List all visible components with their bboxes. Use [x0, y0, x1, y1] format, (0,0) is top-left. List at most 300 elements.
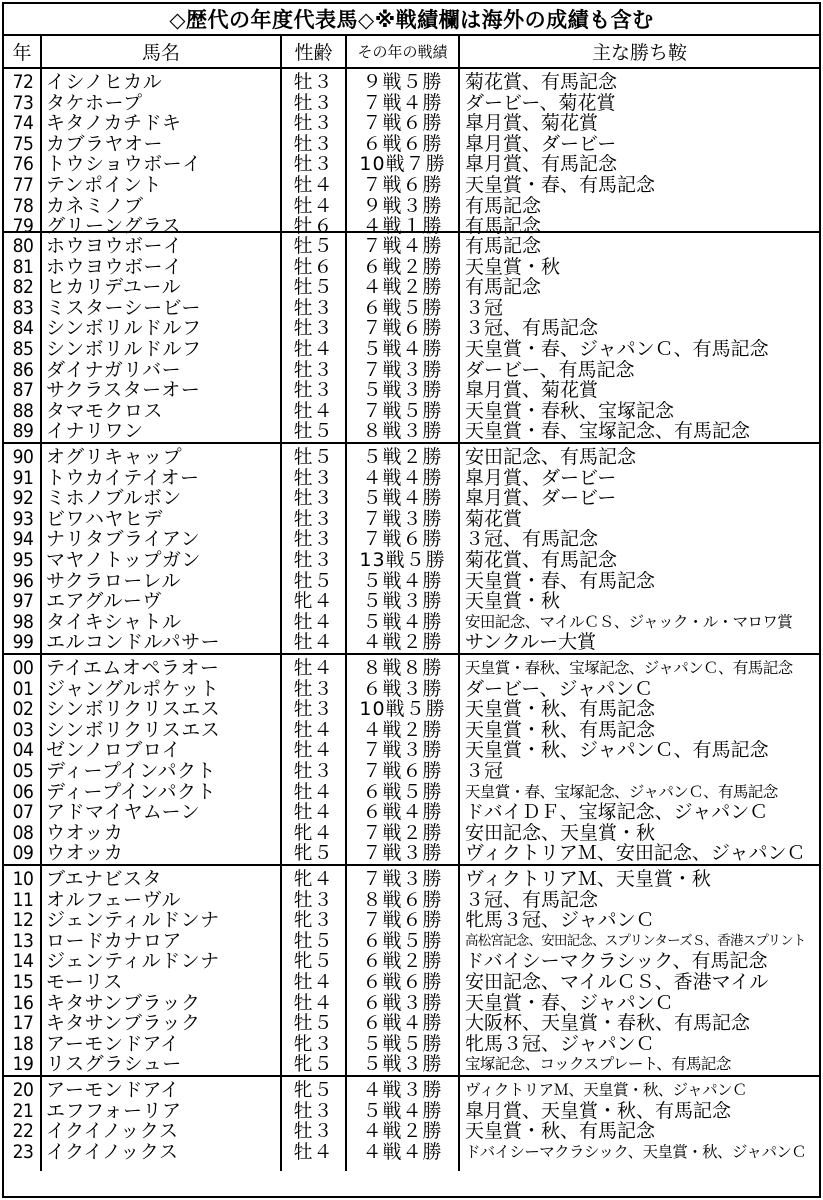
record-cell: ５戦３勝	[362, 380, 443, 401]
wins-cell: 有馬記念	[465, 195, 542, 217]
record-cell: ４戦４勝	[362, 467, 443, 489]
year-cell: 20	[12, 1080, 34, 1101]
header-row	[4, 36, 819, 69]
record-column	[347, 866, 460, 1075]
sex-age-cell: 牝４	[293, 869, 334, 890]
sex-age-cell: 牡３	[293, 72, 334, 93]
record-cell: ４戦１勝	[362, 216, 443, 237]
header-name: 馬名	[42, 36, 282, 67]
record-cell: 10戦５勝	[359, 699, 446, 720]
horse-name-cell: トウカイテイオー	[46, 467, 200, 489]
sex-age-cell: 牡３	[293, 529, 334, 550]
wins-cell: 有馬記念	[465, 236, 542, 257]
horse-name-cell: アドマイヤムーン	[46, 802, 201, 823]
year-cell: 97	[12, 591, 34, 612]
sex-age-cell: 牡３	[293, 380, 334, 401]
wins-cell: ドバイシーマクラシック、有馬記念	[465, 951, 768, 972]
year-cell: 83	[12, 297, 34, 319]
year-cell: 03	[12, 719, 34, 741]
sex-age-cell: 牡５	[293, 930, 334, 952]
record-cell: ５戦４勝	[362, 1100, 443, 1122]
sex-age-cell: 牡４	[293, 400, 334, 422]
sex-age-cell: 牝５	[293, 951, 334, 972]
year-cell: 17	[12, 1013, 34, 1034]
horse-name-cell: イナリワン	[46, 421, 144, 442]
sex-age-cell: 牡４	[293, 174, 334, 196]
horse-name-cell: マヤノトップガン	[46, 549, 201, 571]
wins-column	[460, 233, 819, 442]
year-cell: 14	[12, 951, 34, 972]
year-cell: 10	[12, 869, 34, 890]
sex-age-cell: 牡４	[293, 632, 334, 653]
record-cell: ４戦４勝	[362, 1141, 443, 1163]
table-body	[4, 69, 819, 1171]
year-cell: 81	[12, 256, 34, 278]
wins-cell: 宝塚記念、コックスプレート、有馬記念	[465, 1055, 731, 1074]
year-cell: 05	[12, 760, 34, 782]
horse-name-column	[42, 1077, 282, 1171]
sex-age-cell: 牡５	[293, 570, 334, 592]
record-cell: ５戦４勝	[362, 338, 443, 360]
horse-name-cell: カブラヤオー	[46, 133, 164, 155]
wins-cell: 安田記念、天皇賞・秋	[465, 822, 656, 844]
record-cell: ７戦６勝	[362, 174, 443, 196]
horse-name-cell: ヒカリデユール	[46, 277, 181, 298]
record-cell: ８戦３勝	[362, 421, 443, 442]
wins-cell: 天皇賞・秋、ジャパンＣ、有馬記念	[465, 740, 769, 761]
record-cell: ４戦２勝	[362, 632, 443, 653]
year-cell: 80	[12, 236, 34, 257]
sex-age-cell: 牡４	[293, 971, 334, 993]
record-cell: ７戦３勝	[362, 740, 443, 761]
year-cell: 16	[12, 992, 34, 1014]
year-cell: 12	[12, 910, 34, 931]
sex-age-cell: 牡４	[293, 1141, 334, 1163]
wins-cell: ３冠、有馬記念	[465, 318, 599, 339]
year-cell: 19	[12, 1054, 34, 1075]
horse-name-cell: ジェンティルドンナ	[46, 951, 220, 972]
record-cell: ８戦８勝	[362, 658, 443, 679]
horse-name-cell: モーリス	[46, 971, 123, 993]
wins-cell: 天皇賞・秋、有馬記念	[465, 719, 656, 741]
wins-cell: 天皇賞・春、有馬記念	[465, 570, 656, 592]
sex-age-cell: 牡３	[293, 760, 334, 782]
year-cell: 93	[12, 508, 34, 530]
horse-name-cell: サクラスターオー	[46, 380, 201, 401]
wins-cell: 有馬記念	[465, 216, 542, 237]
wins-cell: ３冠	[465, 760, 504, 782]
year-cell: 89	[12, 421, 34, 442]
year-cell: 02	[12, 699, 34, 720]
record-cell: ６戦６勝	[362, 133, 443, 155]
horse-name-cell: テイエムオペラオー	[46, 658, 220, 679]
horse-name-cell: ウオッカ	[46, 843, 124, 864]
horse-name-cell: ビワハヤヒデ	[46, 508, 164, 530]
horse-name-cell: ミホノブルボン	[46, 488, 182, 509]
wins-cell: 天皇賞・春、宝塚記念、有馬記念	[465, 421, 751, 442]
wins-cell: ダービー、ジャパンＣ	[465, 678, 654, 700]
year-cell: 07	[12, 802, 34, 823]
year-cell: 11	[12, 889, 34, 911]
decade-group	[4, 444, 819, 655]
horse-name-cell: キタサンブラック	[46, 1013, 201, 1034]
horse-name-cell: ゼンノロブロイ	[46, 740, 182, 761]
record-cell: ６戦６勝	[362, 971, 443, 993]
record-cell: ７戦６勝	[362, 529, 443, 550]
wins-cell: 皐月賞、ダービー	[465, 467, 617, 489]
sex-age-cell: 牝５	[293, 1080, 334, 1101]
horse-name-cell: アーモンドアイ	[46, 1033, 180, 1055]
horse-name-cell: エフフォーリア	[46, 1100, 182, 1122]
year-cell: 73	[12, 92, 34, 114]
year-cell: 76	[12, 154, 34, 175]
year-cell: 23	[12, 1141, 34, 1163]
record-cell: ６戦３勝	[362, 992, 443, 1014]
sex-age-cell: 牡４	[293, 195, 334, 217]
record-cell: ７戦４勝	[362, 92, 443, 114]
horse-name-cell: ロードカナロア	[46, 930, 182, 952]
sex-age-cell: 牝４	[293, 591, 334, 612]
year-cell: 90	[12, 447, 34, 468]
record-cell: ７戦３勝	[362, 508, 443, 530]
wins-cell: 安田記念、マイルＣＳ、香港マイル	[465, 971, 769, 993]
horse-name-cell: シンボリクリスエス	[46, 699, 221, 720]
horse-of-the-year-table	[2, 2, 821, 1198]
decade-group	[4, 866, 819, 1077]
sex-age-cell: 牡５	[293, 421, 334, 442]
record-cell: ７戦２勝	[362, 822, 443, 844]
year-cell: 94	[12, 529, 34, 550]
year-cell: 99	[12, 632, 34, 653]
horse-name-cell: ブエナビスタ	[46, 869, 163, 890]
header-record: その年の戦績	[347, 36, 460, 67]
horse-name-cell: イクイノックス	[46, 1121, 179, 1142]
record-cell: ４戦２勝	[362, 719, 443, 741]
record-cell: ５戦４勝	[362, 488, 443, 509]
year-cell: 18	[12, 1033, 34, 1055]
horse-name-cell: ジェンティルドンナ	[46, 910, 220, 931]
wins-cell: ダービー、有馬記念	[465, 359, 635, 381]
year-cell: 86	[12, 359, 34, 381]
record-cell: ５戦４勝	[362, 611, 443, 633]
wins-cell: 牝馬３冠、ジャパンＣ	[465, 1033, 655, 1055]
year-cell: 04	[12, 740, 34, 761]
wins-cell: 皐月賞、菊花賞	[465, 380, 599, 401]
wins-cell: 菊花賞、有馬記念	[465, 72, 618, 93]
record-cell: ６戦４勝	[362, 1013, 443, 1034]
horse-name-cell: アーモンドアイ	[46, 1080, 180, 1101]
record-cell: 10戦７勝	[359, 154, 446, 175]
sex-age-cell: 牡４	[293, 719, 334, 741]
wins-column	[460, 866, 819, 1075]
record-cell: ５戦５勝	[362, 1033, 443, 1055]
wins-cell: 安田記念、有馬記念	[465, 447, 637, 468]
wins-cell: 皐月賞、菊花賞	[465, 113, 599, 134]
sex-age-cell: 牡４	[293, 802, 334, 823]
sex-age-cell: 牡３	[293, 508, 334, 530]
sex-age-cell: 牡３	[293, 1121, 334, 1142]
wins-cell: 天皇賞・春秋、宝塚記念、ジャパンＣ、有馬記念	[465, 659, 793, 677]
record-cell: ７戦６勝	[362, 760, 443, 782]
year-cell: 92	[12, 488, 34, 509]
horse-name-column	[42, 866, 282, 1075]
wins-cell: 皐月賞、天皇賞・秋、有馬記念	[465, 1100, 732, 1122]
record-cell: ７戦５勝	[362, 400, 443, 422]
sex-age-cell: 牡３	[293, 889, 334, 911]
horse-name-cell: タケホープ	[46, 92, 143, 114]
year-cell: 85	[12, 338, 34, 360]
record-cell: ４戦３勝	[362, 1080, 443, 1101]
horse-name-cell: テンポイント	[46, 174, 163, 196]
year-cell: 01	[12, 678, 34, 700]
wins-cell: 菊花賞	[465, 508, 523, 530]
year-cell: 84	[12, 318, 34, 339]
record-cell: ６戦５勝	[362, 297, 443, 319]
wins-cell: ３冠	[465, 297, 504, 319]
year-column	[4, 444, 42, 653]
wins-cell: ヴィクトリアＭ、天皇賞・秋、ジャパンＣ	[465, 1081, 747, 1099]
sex-age-cell: 牡６	[293, 216, 334, 237]
record-cell: ９戦５勝	[362, 72, 443, 93]
record-column	[347, 1077, 460, 1171]
horse-name-cell: ディープインパクト	[46, 760, 216, 782]
year-cell: 79	[12, 216, 34, 237]
wins-cell: ヴィクトリアＭ、安田記念、ジャパンＣ	[465, 843, 806, 864]
header-sex-age: 性齢	[282, 36, 347, 67]
year-cell: 82	[12, 277, 34, 298]
wins-cell: ３冠、有馬記念	[465, 889, 599, 911]
sex-age-cell: 牡３	[293, 92, 334, 114]
record-column	[347, 444, 460, 653]
record-cell: ４戦２勝	[362, 277, 443, 298]
wins-cell: ドバイＤＦ、宝塚記念、ジャパンＣ	[465, 802, 769, 823]
record-cell: ５戦２勝	[362, 447, 443, 468]
year-cell: 77	[12, 174, 34, 196]
horse-name-cell: エアグルーヴ	[46, 591, 162, 612]
year-cell: 78	[12, 195, 34, 217]
horse-name-column	[42, 444, 282, 653]
decade-group	[4, 233, 819, 444]
sex-age-cell: 牡５	[293, 277, 334, 298]
record-cell: ６戦２勝	[362, 951, 443, 972]
record-cell: ５戦３勝	[362, 591, 443, 612]
record-cell: ６戦４勝	[362, 802, 443, 823]
year-cell: 98	[12, 611, 34, 633]
year-cell: 21	[12, 1100, 34, 1122]
record-cell: 13戦５勝	[359, 549, 446, 571]
record-cell: ７戦３勝	[362, 359, 443, 381]
wins-cell: 天皇賞・秋	[465, 591, 561, 612]
wins-cell: ダービー、菊花賞	[465, 92, 616, 114]
sex-age-column	[282, 1077, 347, 1171]
year-cell: 74	[12, 113, 34, 134]
sex-age-cell: 牡３	[293, 549, 334, 571]
wins-cell: 高松宮記念、安田記念、スプリンターズＳ、香港スプリント	[465, 932, 806, 949]
table-title: ◇歴代の年度代表馬◇※戦績欄は海外の成績も含む	[4, 4, 819, 36]
wins-cell: 大阪杯、天皇賞・春秋、有馬記念	[465, 1013, 751, 1034]
year-cell: 72	[12, 72, 34, 93]
horse-name-cell: カネミノブ	[46, 195, 144, 217]
sex-age-cell: 牝３	[293, 1033, 334, 1055]
sex-age-column	[282, 69, 347, 237]
header-year: 年	[4, 36, 42, 67]
sex-age-cell: 牡４	[293, 740, 334, 761]
horse-name-cell: シンボリクリスエス	[46, 719, 221, 741]
wins-column	[460, 1077, 819, 1171]
sex-age-cell: 牡３	[293, 133, 334, 155]
sex-age-cell: 牡４	[293, 781, 334, 803]
year-cell: 06	[12, 781, 34, 803]
horse-name-cell: タマモクロス	[46, 400, 164, 422]
year-cell: 15	[12, 971, 34, 993]
wins-cell: 牝馬３冠、ジャパンＣ	[465, 910, 655, 931]
record-column	[347, 655, 460, 864]
sex-age-cell: 牡３	[293, 154, 334, 175]
year-column	[4, 233, 42, 442]
horse-name-cell: オグリキャップ	[46, 447, 183, 468]
record-cell: ５戦３勝	[362, 1054, 443, 1075]
wins-cell: 安田記念、マイルＣＳ、ジャック・ル・マロワ賞	[465, 612, 793, 631]
horse-name-cell: ダイナガリバー	[46, 359, 182, 381]
horse-name-cell: ホウヨウボーイ	[46, 256, 183, 278]
wins-cell: 有馬記念	[465, 277, 542, 298]
record-column	[347, 233, 460, 442]
year-cell: 91	[12, 467, 34, 489]
year-column	[4, 1077, 42, 1171]
horse-name-cell: タイキシャトル	[46, 611, 182, 633]
wins-cell: 皐月賞、ダービー	[465, 133, 617, 155]
wins-cell: 天皇賞・秋、有馬記念	[465, 1121, 656, 1142]
horse-name-cell: トウショウボーイ	[46, 154, 202, 175]
sex-age-cell: 牡４	[293, 658, 334, 679]
decade-group	[4, 69, 819, 237]
wins-cell: 菊花賞、有馬記念	[465, 549, 618, 571]
wins-column	[460, 444, 819, 653]
sex-age-cell: 牡５	[293, 236, 334, 257]
sex-age-cell: 牡５	[293, 1013, 334, 1034]
header-wins: 主な勝ち鞍	[591, 42, 687, 64]
sex-age-cell: 牡３	[293, 1100, 334, 1122]
horse-name-cell: リスグラシュー	[46, 1054, 182, 1075]
record-cell: ７戦４勝	[362, 236, 443, 257]
year-cell: 13	[12, 930, 34, 952]
year-cell: 96	[12, 570, 34, 592]
horse-name-cell: ジャングルポケット	[46, 678, 220, 700]
horse-name-cell: ミスターシービー	[46, 297, 201, 319]
year-cell: 88	[12, 400, 34, 422]
year-cell: 75	[12, 133, 34, 155]
sex-age-cell: 牡３	[293, 113, 334, 134]
sex-age-column	[282, 866, 347, 1075]
record-cell: ７戦６勝	[362, 910, 443, 931]
horse-name-cell: シンボリルドルフ	[46, 318, 202, 339]
year-cell: 95	[12, 549, 34, 571]
sex-age-cell: 牡３	[293, 678, 334, 700]
record-cell: ８戦６勝	[362, 889, 443, 911]
year-cell: 08	[12, 822, 34, 844]
wins-cell: 天皇賞・秋	[465, 256, 561, 278]
horse-name-cell: サクラローレル	[46, 570, 181, 592]
sex-age-cell: 牡３	[293, 318, 334, 339]
decade-group	[4, 655, 819, 866]
wins-cell: ヴィクトリアＭ、天皇賞・秋	[465, 869, 711, 890]
wins-cell: 天皇賞・春、ジャパンＣ、有馬記念	[465, 338, 769, 360]
horse-name-cell: エルコンドルパサー	[46, 632, 221, 653]
horse-name-cell: イシノヒカル	[46, 72, 163, 93]
record-cell: ９戦３勝	[362, 195, 443, 217]
horse-name-cell: キタノカチドキ	[46, 113, 182, 134]
sex-age-cell: 牝５	[293, 1054, 334, 1075]
horse-name-cell: ディープインパクト	[46, 781, 216, 803]
wins-cell: ドバイシーマクラシック、天皇賞・秋、ジャパンＣ	[465, 1142, 807, 1161]
wins-column	[460, 69, 819, 237]
record-column	[347, 69, 460, 237]
record-cell: ７戦６勝	[362, 318, 443, 339]
wins-cell: 皐月賞、有馬記念	[465, 154, 618, 175]
sex-age-cell: 牡３	[293, 467, 334, 489]
sex-age-cell: 牡６	[293, 256, 334, 278]
wins-cell: 皐月賞、ダービー	[465, 488, 617, 509]
horse-name-cell: シンボリルドルフ	[46, 338, 202, 360]
wins-cell: ３冠、有馬記念	[465, 529, 599, 550]
year-column	[4, 69, 42, 237]
horse-name-cell: ナリタブライアン	[46, 529, 201, 550]
wins-column	[460, 655, 819, 864]
year-cell: 09	[12, 843, 34, 864]
record-cell: ７戦６勝	[362, 113, 443, 134]
sex-age-cell: 牝５	[293, 843, 334, 864]
wins-cell: 天皇賞・春、有馬記念	[465, 174, 656, 196]
wins-cell: 天皇賞・春、宝塚記念、ジャパンＣ、有馬記念	[465, 782, 778, 801]
sex-age-cell: 牝４	[293, 822, 334, 844]
sex-age-cell: 牡３	[293, 699, 334, 720]
wins-cell: 天皇賞・秋、有馬記念	[465, 699, 656, 720]
year-cell: 87	[12, 380, 34, 401]
sex-age-cell: 牡３	[293, 359, 334, 381]
record-cell: ６戦２勝	[362, 256, 443, 278]
horse-name-cell: ホウヨウボーイ	[46, 236, 183, 257]
sex-age-cell: 牡３	[293, 488, 334, 509]
sex-age-column	[282, 655, 347, 864]
horse-name-cell: ウオッカ	[46, 822, 124, 844]
record-cell: ６戦３勝	[362, 678, 443, 700]
horse-name-column	[42, 69, 282, 237]
sex-age-cell: 牡４	[293, 611, 334, 633]
horse-name-cell: オルフェーヴル	[46, 889, 181, 911]
record-cell: ６戦５勝	[362, 781, 443, 803]
year-column	[4, 655, 42, 864]
horse-name-cell: イクイノックス	[46, 1141, 179, 1163]
record-cell: ５戦４勝	[362, 570, 443, 592]
sex-age-column	[282, 444, 347, 653]
year-cell: 00	[12, 658, 34, 679]
record-cell: ７戦３勝	[362, 869, 443, 890]
decade-group	[4, 1077, 819, 1171]
sex-age-cell: 牡４	[293, 992, 334, 1014]
sex-age-column	[282, 233, 347, 442]
record-cell: ４戦２勝	[362, 1121, 443, 1142]
wins-cell: サンクルー大賞	[465, 632, 597, 653]
year-column	[4, 866, 42, 1075]
wins-cell: 天皇賞・春秋、宝塚記念	[465, 400, 675, 422]
year-cell: 22	[12, 1121, 34, 1142]
horse-name-column	[42, 233, 282, 442]
record-cell: ７戦３勝	[362, 843, 443, 864]
horse-name-cell: キタサンブラック	[46, 992, 201, 1014]
sex-age-cell: 牡３	[293, 297, 334, 319]
record-cell: ６戦５勝	[362, 930, 443, 952]
wins-cell: 天皇賞・春、ジャパンＣ	[465, 992, 674, 1014]
